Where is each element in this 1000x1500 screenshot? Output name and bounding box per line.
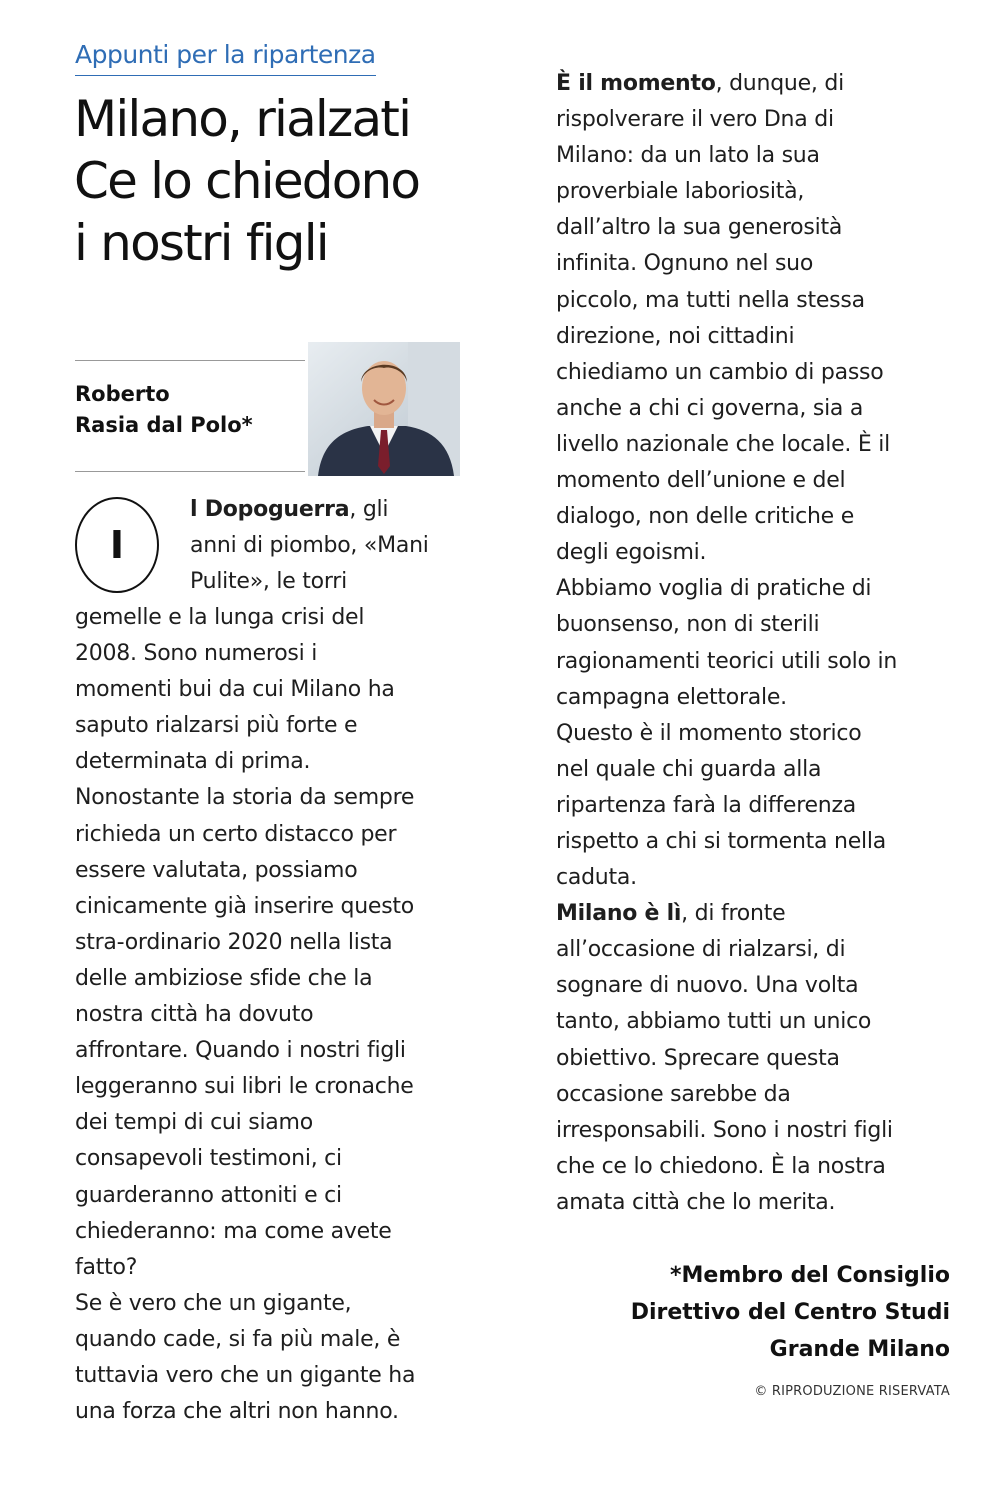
text-run: che ce lo chiedono. È la nostra <box>556 1153 886 1179</box>
text-line <box>75 1250 415 1286</box>
text-line <box>75 889 415 925</box>
text-line <box>75 817 415 853</box>
copyright-notice: © RIPRODUZIONE RISERVATA <box>754 1384 950 1399</box>
text-line <box>556 102 897 138</box>
text-line <box>556 716 897 752</box>
text-run: guarderanno attoniti e ci <box>75 1182 342 1208</box>
text-run: rispetto a chi si tormenta nella <box>556 828 886 854</box>
dropcap: I <box>75 497 159 593</box>
text-run: saputo rialzarsi più forte e <box>75 713 358 739</box>
text-line <box>75 1286 415 1322</box>
text-run: chiederanno: ma come avete <box>75 1218 392 1244</box>
text-line <box>556 174 897 210</box>
portrait-illustration <box>308 342 460 476</box>
text-line <box>556 968 897 1004</box>
text-run: caduta. <box>556 865 637 891</box>
text-line <box>75 1322 415 1358</box>
text-line <box>556 463 897 499</box>
text-line <box>75 672 415 708</box>
text-line <box>556 499 897 535</box>
text-line <box>556 138 897 174</box>
footnote-line: Direttivo del Centro Studi <box>630 1300 950 1325</box>
text-run: Questo è il momento storico <box>556 720 862 746</box>
text-run: Nonostante la storia da sempre <box>75 785 415 811</box>
text-line <box>556 896 897 932</box>
text-run: all’occasione di rialzarsi, di <box>556 937 846 963</box>
text-run: campagna elettorale. <box>556 684 787 710</box>
text-run: , dunque, di <box>715 71 844 96</box>
text-run: ragionamenti teorici utili solo in <box>556 648 898 674</box>
text-run: Milano: da un lato la sua <box>556 143 820 169</box>
headline-line: i nostri figli <box>74 214 328 272</box>
text-run: determinata di prima. <box>75 749 311 775</box>
text-line <box>75 925 415 961</box>
text-line <box>556 246 897 282</box>
text-run: cinicamente già inserire questo <box>75 893 414 919</box>
text-line <box>556 535 897 571</box>
text-run: Se è vero che un gigante, <box>75 1290 352 1316</box>
text-line <box>556 355 897 391</box>
text-line <box>556 860 897 896</box>
text-run: piccolo, ma tutti nella stessa <box>556 287 865 313</box>
text-line <box>75 636 415 672</box>
author-footnote <box>631 1257 950 1368</box>
text-line <box>75 1178 415 1214</box>
text-run: Pulite», le torri <box>190 569 347 595</box>
text-run: tuttavia vero che un gigante ha <box>75 1362 416 1388</box>
byline <box>75 360 305 472</box>
author-name <box>75 379 253 441</box>
text-run: richieda un certo distacco per <box>75 821 397 847</box>
text-run: momento dell’unione e del <box>556 468 846 494</box>
text-line <box>556 752 897 788</box>
author-portrait-icon <box>308 342 460 476</box>
text-line <box>190 564 429 600</box>
headline-line: Milano, rialzati <box>74 90 411 148</box>
text-run: momenti bui da cui Milano ha <box>75 677 395 703</box>
text-run: nel quale chi guarda alla <box>556 756 822 782</box>
footnote-line: *Membro del Consiglio <box>670 1263 950 1288</box>
text-line <box>556 1149 897 1185</box>
text-line <box>190 528 429 564</box>
text-run: anche a chi ci governa, sia a <box>556 395 864 421</box>
section-kicker: Appunti per la ripartenza <box>75 40 376 76</box>
text-run: essere valutata, possiamo <box>75 857 358 883</box>
text-line <box>556 391 897 427</box>
text-run: una forza che altri non hanno. <box>75 1399 399 1425</box>
text-line <box>556 932 897 968</box>
article-column-left <box>75 600 415 1430</box>
text-line <box>556 788 897 824</box>
text-line <box>556 1185 897 1221</box>
text-run: nostra città ha dovuto <box>75 1002 314 1028</box>
text-line <box>556 319 897 355</box>
text-run: rispolverare il vero Dna di <box>556 107 834 133</box>
text-line <box>75 1214 415 1250</box>
text-run: chiediamo un cambio di passo <box>556 359 884 385</box>
text-line <box>556 66 897 102</box>
text-run: Abbiamo voglia di pratiche di <box>556 576 872 602</box>
text-line <box>75 1358 415 1394</box>
text-line <box>75 997 415 1033</box>
headline <box>74 88 504 274</box>
text-run: dei tempi di cui siamo <box>75 1110 313 1136</box>
text-line <box>556 210 897 246</box>
footnote-line: Grande Milano <box>769 1337 950 1362</box>
text-run: irresponsabili. Sono i nostri figli <box>556 1117 893 1143</box>
text-run: direzione, noi cittadini <box>556 323 795 349</box>
text-run: dialogo, non delle critiche e <box>556 504 854 530</box>
text-run: fatto? <box>75 1254 138 1280</box>
text-run: buonsenso, non di sterili <box>556 612 820 638</box>
text-line <box>75 708 415 744</box>
text-line <box>556 824 897 860</box>
text-run: proverbiale laboriosità, <box>556 179 805 205</box>
text-run: stra-ordinario 2020 nella lista <box>75 929 393 955</box>
text-line <box>556 571 897 607</box>
text-run: obiettivo. Sprecare questa <box>556 1045 840 1071</box>
text-line <box>556 680 897 716</box>
text-run: gemelle e la lunga crisi del <box>75 605 365 630</box>
text-line <box>75 853 415 889</box>
text-line <box>556 283 897 319</box>
author-name-line: Rasia dal Polo* <box>75 413 253 437</box>
bold-lead: È il momento <box>556 71 716 96</box>
text-run: amata città che lo merita. <box>556 1189 836 1215</box>
text-line <box>556 1077 897 1113</box>
text-run: consapevoli testimoni, ci <box>75 1146 342 1172</box>
text-line <box>75 961 415 997</box>
text-line <box>190 492 429 528</box>
text-line <box>556 1113 897 1149</box>
text-line <box>75 1105 415 1141</box>
text-line <box>556 1004 897 1040</box>
text-run: delle ambiziose sfide che la <box>75 965 373 991</box>
text-line <box>75 780 415 816</box>
author-name-line: Roberto <box>75 382 170 406</box>
text-line <box>556 1041 897 1077</box>
text-run: quando cade, si fa più male, è <box>75 1326 401 1352</box>
text-line <box>75 1069 415 1105</box>
text-line <box>556 607 897 643</box>
text-line <box>556 644 897 680</box>
text-line <box>75 1141 415 1177</box>
headline-line: Ce lo chiedono <box>74 152 420 210</box>
article-column-left-top <box>190 492 429 600</box>
text-run: sognare di nuovo. Una volta <box>556 973 859 999</box>
text-run: degli egoismi. <box>556 540 707 566</box>
text-line <box>75 1394 415 1430</box>
text-run: livello nazionale che locale. È il <box>556 431 891 457</box>
text-run: , gli <box>349 497 389 522</box>
text-run: leggeranno sui libri le cronache <box>75 1074 414 1100</box>
text-run: affrontare. Quando i nostri figli <box>75 1038 406 1064</box>
text-run: ripartenza farà la differenza <box>556 792 857 818</box>
text-run: infinita. Ognuno nel suo <box>556 251 814 277</box>
text-line <box>75 1033 415 1069</box>
text-run: 2008. Sono numerosi i <box>75 641 318 667</box>
text-line <box>556 427 897 463</box>
text-run: occasione sarebbe da <box>556 1081 791 1107</box>
text-run: dall’altro la sua generosità <box>556 215 843 241</box>
bold-lead: l Dopoguerra <box>190 497 350 522</box>
article-column-right <box>556 66 897 1221</box>
bold-lead: Milano è lì <box>556 901 682 927</box>
text-run: tanto, abbiamo tutti un unico <box>556 1009 872 1035</box>
text-line <box>75 600 415 636</box>
text-run: , di fronte <box>681 901 786 927</box>
text-line <box>75 744 415 780</box>
text-run: anni di piombo, «Mani <box>190 533 429 559</box>
